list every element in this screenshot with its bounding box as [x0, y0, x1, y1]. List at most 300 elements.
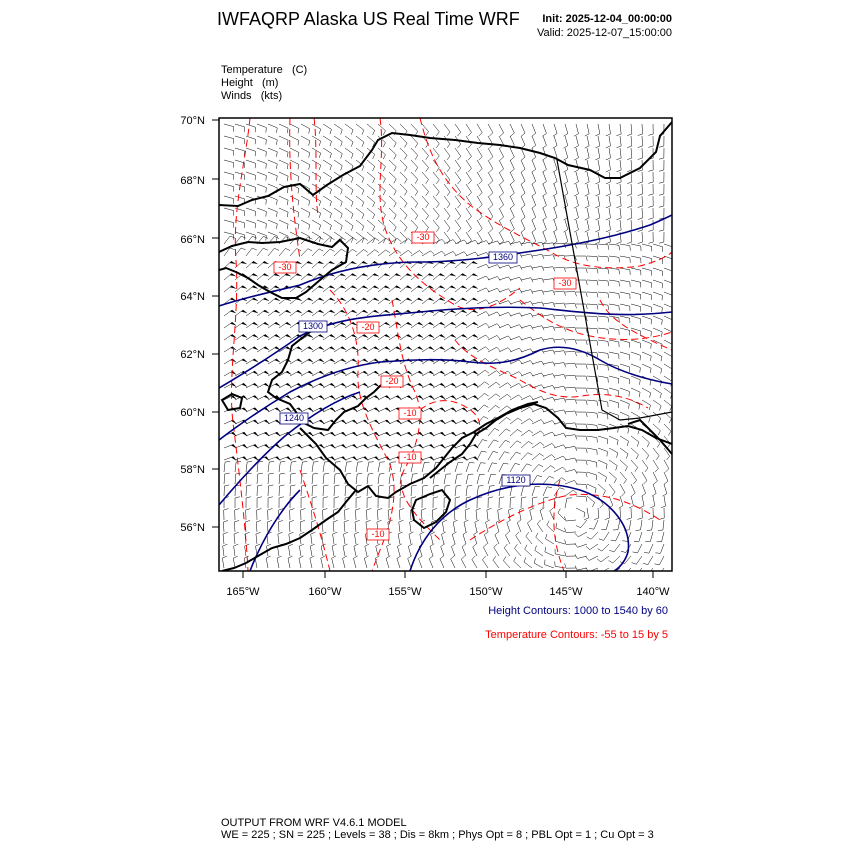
wind-barb	[631, 280, 641, 287]
wind-barb	[515, 544, 521, 556]
wind-barb	[536, 533, 543, 544]
wind-barb	[598, 328, 609, 334]
cook-inlet-coast	[430, 404, 672, 478]
wind-barb	[576, 460, 587, 465]
wind-barb	[574, 172, 578, 184]
wind-barb	[411, 462, 418, 472]
wind-barb	[224, 261, 236, 268]
wind-barb	[235, 310, 247, 316]
wind-barb	[334, 485, 339, 496]
wind-barb	[235, 334, 247, 340]
wind-barb	[411, 160, 418, 172]
wind-barb	[564, 184, 568, 196]
wind-barb	[477, 347, 489, 352]
wind-barb	[400, 497, 405, 508]
wind-barb	[444, 160, 450, 172]
wind-barb	[504, 544, 510, 556]
wind-barb	[554, 386, 566, 391]
wind-barb	[543, 397, 555, 401]
wind-barb	[488, 160, 493, 172]
wind-barb	[400, 148, 407, 159]
lon-label: 165°W	[226, 586, 260, 598]
wind-barb	[268, 310, 280, 316]
wind-barb	[257, 136, 266, 145]
wind-barb	[542, 220, 546, 232]
wind-barb	[659, 148, 664, 159]
wind-barb	[334, 334, 346, 340]
wind-barb	[543, 443, 555, 448]
wind-barb	[466, 160, 471, 172]
wind-barb	[278, 520, 283, 532]
wind-barb	[499, 324, 511, 328]
wind-barb	[545, 534, 554, 544]
wind-barb	[334, 497, 339, 508]
wind-barb	[553, 208, 557, 220]
wind-barb	[400, 172, 407, 183]
wind-barb	[521, 497, 526, 508]
wind-barb	[279, 334, 291, 340]
wind-barb	[527, 520, 532, 532]
wind-barb	[472, 556, 477, 568]
wind-barb	[290, 208, 299, 217]
wind-barb	[224, 196, 234, 204]
wind-barb	[532, 420, 544, 424]
wind-barb	[301, 148, 310, 158]
wind-barb	[585, 220, 589, 232]
wind-barb	[554, 456, 566, 460]
wind-barb	[389, 322, 401, 328]
wind-barb	[378, 485, 384, 496]
wind-barb	[411, 420, 423, 424]
wind-barb	[499, 394, 511, 400]
wind-barb	[564, 220, 568, 232]
wind-barb	[540, 508, 544, 520]
wind-barb	[553, 232, 557, 244]
wind-barb	[631, 304, 641, 312]
wind-barb	[521, 254, 533, 258]
wind-barb	[268, 220, 277, 229]
wind-barb	[609, 376, 619, 383]
wind-barb	[606, 124, 611, 136]
wind-barb	[345, 148, 353, 159]
wind-barb	[312, 432, 324, 436]
wind-barb	[422, 286, 434, 292]
wind-barb	[597, 556, 609, 562]
wind-barb	[334, 208, 342, 218]
wind-barb	[595, 136, 600, 148]
wind-barb	[301, 310, 313, 316]
wind-barb	[367, 286, 379, 292]
wind-barb	[246, 160, 255, 168]
wind-barb	[620, 268, 630, 275]
wind-barb	[609, 244, 620, 250]
wind-barb	[389, 220, 396, 231]
wind-barb	[473, 544, 477, 556]
wind-barb	[345, 136, 353, 147]
wind-barb	[323, 462, 329, 472]
wind-barb	[648, 232, 653, 243]
wind-barb	[461, 556, 466, 568]
wind-barb	[609, 448, 618, 458]
wind-barb	[389, 172, 396, 183]
wind-barb	[411, 251, 423, 256]
wind-barb	[606, 160, 611, 172]
wind-barb	[235, 322, 247, 328]
wind-barb	[323, 334, 335, 340]
wind-barb	[477, 474, 485, 484]
wind-barb	[422, 251, 434, 256]
wind-barb	[224, 220, 234, 228]
wind-barb	[521, 372, 533, 376]
wind-barb	[510, 172, 514, 184]
wind-barb	[555, 561, 565, 568]
wind-barb	[455, 124, 461, 136]
wind-barb	[532, 160, 536, 172]
wind-barb	[400, 334, 412, 340]
wind-barb	[640, 496, 644, 508]
wind-barb	[367, 371, 379, 376]
wind-barb	[595, 208, 600, 220]
wind-barb	[224, 457, 236, 461]
temperature-contour-label	[357, 322, 379, 333]
temperature-contour-label	[399, 408, 421, 419]
wind-barb	[510, 313, 522, 317]
wind-barb	[499, 348, 511, 352]
wind-barb	[466, 124, 471, 136]
wind-barb	[477, 382, 489, 388]
wind-barb	[279, 473, 285, 484]
wind-barb	[587, 316, 598, 322]
wind-barb	[323, 261, 335, 268]
wind-barb	[642, 484, 646, 496]
wind-barb	[334, 184, 342, 194]
wind-barb	[367, 196, 375, 207]
wind-barb	[257, 160, 266, 169]
wind-barb	[422, 462, 429, 472]
wind-barb	[312, 208, 321, 218]
wind-barb	[364, 556, 368, 568]
wind-barb	[553, 160, 557, 172]
wind-barb	[279, 310, 291, 316]
wind-barb	[455, 395, 467, 400]
wind-barb	[345, 298, 357, 304]
wind-barb	[411, 432, 423, 436]
wind-barb	[246, 347, 258, 352]
wind-barb	[587, 400, 598, 406]
wind-barb	[642, 388, 651, 398]
wind-barb	[543, 291, 555, 296]
wind-barb	[627, 184, 632, 196]
wind-barb	[598, 244, 609, 250]
wind-barb	[514, 557, 521, 568]
wind-barb	[323, 196, 331, 206]
field-name: Winds	[221, 90, 252, 102]
wind-barb	[345, 220, 353, 231]
wind-barb	[465, 508, 470, 520]
wind-barb	[433, 220, 439, 232]
wind-barb	[565, 498, 572, 508]
wind-barb	[565, 458, 577, 462]
wind-barb	[477, 160, 482, 172]
wind-barb	[499, 452, 509, 460]
wind-barb	[433, 322, 445, 328]
wind-barb	[510, 208, 514, 220]
wind-barb	[565, 351, 577, 356]
wind-barb	[246, 485, 251, 496]
wind-barb	[463, 532, 467, 544]
wind-barb	[575, 532, 587, 537]
wind-barb	[345, 184, 353, 195]
wind-barb	[378, 395, 390, 400]
field-unit: (m)	[261, 77, 279, 89]
wind-barb	[455, 310, 467, 316]
wind-barb	[494, 544, 499, 556]
wind-barb	[638, 196, 643, 208]
wind-barb	[627, 232, 632, 244]
wind-barb	[532, 338, 544, 342]
wind-barb	[638, 508, 643, 519]
wind-barb	[530, 508, 534, 520]
wind-barb	[565, 480, 577, 484]
wind-barb	[627, 196, 632, 208]
wind-barb	[499, 277, 511, 281]
wind-barb	[378, 220, 385, 231]
wind-barb	[334, 136, 342, 146]
wind-barb	[345, 232, 353, 243]
wind-barb	[441, 544, 445, 556]
lon-label: 155°W	[388, 586, 422, 598]
wind-barb	[312, 497, 317, 508]
wind-barb	[532, 373, 544, 377]
wind-barb	[638, 136, 643, 148]
wind-barb	[312, 334, 324, 340]
wind-barb	[257, 383, 269, 388]
wind-barb	[609, 400, 619, 408]
wind-barb	[609, 268, 620, 274]
wind-barb	[455, 196, 461, 208]
wind-barb	[433, 298, 445, 304]
wind-barb	[288, 544, 293, 556]
wind-barb	[565, 435, 577, 440]
wind-barb	[499, 220, 504, 232]
wind-barb	[246, 473, 252, 484]
wind-barb	[576, 304, 587, 309]
lat-label: 56°N	[180, 522, 205, 534]
wind-barb	[312, 347, 324, 352]
wind-barb	[334, 359, 346, 364]
wind-barb	[411, 485, 417, 496]
wind-barb	[482, 556, 488, 568]
wind-barb	[268, 408, 280, 412]
wind-barb	[466, 383, 478, 388]
wind-barb	[532, 278, 544, 283]
wind-barb	[642, 316, 651, 324]
wind-barb	[268, 136, 277, 145]
wind-barb	[433, 124, 439, 136]
wind-barb	[235, 457, 247, 461]
wind-barb	[576, 412, 587, 417]
wind-barb	[466, 334, 478, 340]
wind-barb	[257, 298, 269, 304]
wind-barb	[279, 124, 288, 133]
wind-barb	[334, 273, 346, 280]
wind-barb	[334, 298, 346, 304]
wind-barb	[224, 232, 234, 240]
wind-barb	[477, 300, 489, 304]
wind-barb	[257, 322, 269, 328]
wind-barb	[268, 359, 280, 364]
wind-barb	[510, 184, 514, 196]
wind-barb	[345, 485, 351, 496]
wind-barb	[323, 509, 328, 520]
wind-barb	[301, 136, 310, 146]
wind-barb	[488, 220, 493, 232]
wind-barb	[477, 497, 482, 508]
wind-barb	[422, 172, 429, 184]
wind-barb	[565, 563, 576, 568]
wind-barb	[377, 508, 382, 520]
wind-barb	[620, 352, 630, 360]
wind-barb	[277, 556, 281, 568]
wind-barb	[455, 474, 462, 484]
wind-barb	[519, 508, 524, 520]
wind-barb	[310, 544, 315, 556]
wind-barb	[574, 208, 578, 220]
wind-barb	[521, 184, 525, 196]
wind-barb	[455, 371, 467, 376]
wind-barb	[466, 463, 474, 472]
wind-barb	[586, 544, 598, 550]
wind-barb	[279, 322, 291, 328]
wind-barb	[510, 372, 522, 376]
wind-barb	[532, 453, 544, 460]
wind-barb	[488, 405, 500, 412]
wind-barb	[521, 290, 533, 294]
wind-barb	[598, 280, 609, 286]
wind-barb	[617, 160, 622, 172]
wind-barb	[356, 286, 368, 292]
wind-barb	[466, 457, 478, 461]
wind-barb	[587, 280, 598, 285]
wind-barb	[510, 452, 521, 460]
wind-barb	[257, 509, 262, 520]
wind-barb	[499, 148, 504, 160]
wind-barb	[477, 172, 482, 184]
wind-barb	[627, 220, 632, 232]
lon-label: 145°W	[549, 586, 583, 598]
wind-barb	[477, 405, 488, 412]
wind-barb	[367, 273, 379, 280]
wind-barb	[532, 290, 544, 294]
wind-barb	[532, 148, 536, 160]
wind-barb	[455, 208, 461, 220]
wind-barb	[400, 160, 407, 171]
wind-barb	[279, 444, 291, 448]
wind-barb	[224, 160, 234, 168]
wind-barb	[257, 124, 266, 133]
wind-barb	[659, 172, 664, 183]
wind-barb	[606, 184, 611, 196]
wind-barb	[323, 136, 331, 146]
wind-barb	[246, 298, 258, 304]
wind-barb	[235, 497, 240, 508]
wind-barb	[408, 544, 412, 556]
wind-barb	[517, 520, 521, 532]
wind-barb	[498, 508, 503, 520]
wind-barb	[290, 457, 302, 461]
wind-barb	[532, 220, 536, 232]
wind-barb	[235, 172, 245, 180]
wind-barb	[268, 322, 280, 328]
wind-barb	[332, 544, 337, 556]
wind-barb	[545, 547, 554, 556]
wind-barb	[655, 556, 664, 565]
wind-barb	[386, 556, 390, 568]
wind-barb	[532, 196, 536, 208]
wind-barb	[389, 196, 396, 207]
wind-barb	[400, 273, 412, 280]
wind-barb	[565, 551, 576, 556]
wind-barb	[367, 347, 379, 352]
wind-barb	[609, 256, 620, 262]
wind-barb	[323, 208, 331, 218]
wind-barb	[653, 388, 661, 398]
wind-barb	[321, 556, 325, 568]
wind-barb	[543, 338, 555, 343]
wind-barb	[627, 136, 632, 148]
temperature-contour-label	[554, 278, 576, 289]
wind-barb	[488, 276, 500, 280]
wind-barb	[356, 508, 361, 520]
wind-barb	[433, 208, 439, 220]
wind-barb	[466, 347, 478, 352]
wind-barb	[323, 286, 335, 292]
wind-barb	[598, 436, 608, 444]
wind-barb	[521, 430, 533, 436]
wind-barb	[477, 208, 482, 220]
wind-barb	[245, 520, 250, 532]
wind-barb	[521, 361, 533, 365]
wind-barb	[521, 136, 525, 148]
wind-barb	[356, 232, 364, 243]
wind-barb	[585, 136, 589, 148]
wind-barb	[510, 418, 522, 424]
wind-barb	[334, 432, 346, 436]
wind-barb	[609, 328, 619, 335]
wind-barb	[222, 556, 227, 568]
wind-barb	[365, 544, 369, 556]
wind-barb	[521, 160, 525, 172]
wind-barb	[606, 136, 611, 148]
wind-barb	[334, 220, 342, 230]
lat-label: 64°N	[180, 291, 205, 303]
wind-barb	[452, 532, 456, 544]
wind-barb	[653, 364, 662, 374]
wind-barb	[564, 124, 568, 136]
wind-barb	[532, 431, 544, 436]
height-contour-label	[280, 413, 308, 424]
wind-barb	[312, 359, 324, 364]
wind-barb	[477, 311, 489, 316]
wind-barb	[422, 322, 434, 328]
wind-barb	[547, 521, 554, 532]
wind-barb	[301, 444, 313, 448]
wind-barb	[389, 432, 401, 436]
wind-barb	[606, 196, 611, 208]
wind-barb	[466, 322, 478, 328]
wind-barb	[279, 208, 288, 217]
wind-barb	[642, 244, 652, 251]
